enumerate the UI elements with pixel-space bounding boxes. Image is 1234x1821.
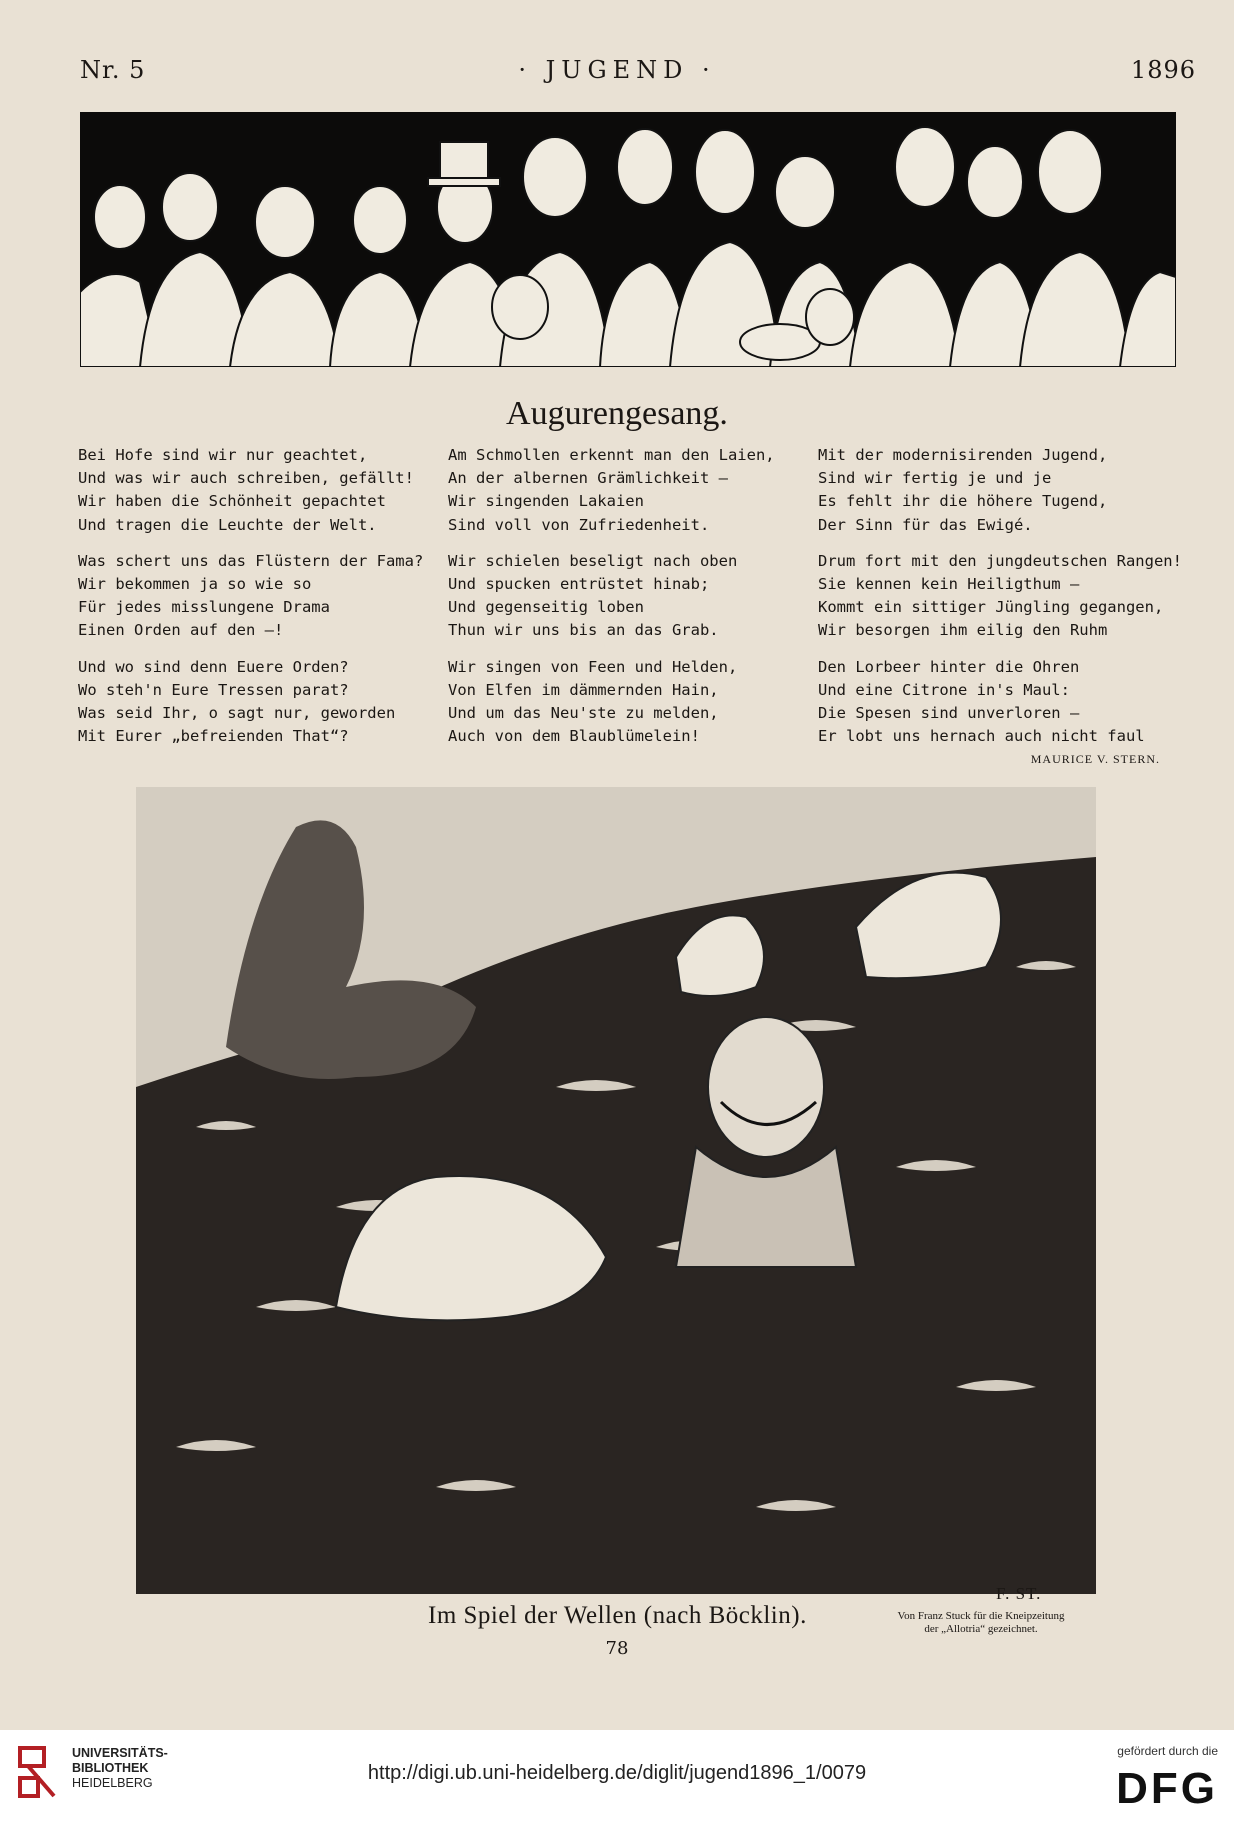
verse-line: Wir schielen beseligt nach oben [448,551,738,570]
credit-line: der „Allotria“ gezeichnet. [924,1623,1038,1635]
permalink-url[interactable]: http://digi.ub.uni-heidelberg.de/diglit/jugend1896_1/0079 [367,1762,867,1784]
verse-line: Mit Eurer „befreienden That“? [78,727,349,746]
issue-number: Nr. 5 [80,56,146,84]
verse-line: Und gegenseitig loben [448,598,644,617]
banner-illustration [80,112,1176,367]
institution-line: UNIVERSITÄTS- [72,1746,168,1760]
verse-line: Und um das Neu'ste zu melden, [448,704,719,723]
page-number: 78 [605,1638,629,1659]
stanza [448,550,818,643]
stanza [448,444,818,537]
verse-line: Auch von dem Blaublümelein! [448,727,700,746]
verse-line: Bei Hofe sind wir nur geachtet, [78,446,368,464]
verse-line: Für jedes misslungene Drama [78,598,330,617]
poem-column-1 [78,444,448,761]
artist-signature: F. ST. [996,1584,1042,1603]
dfg-logo: DFG [1116,1764,1218,1813]
verse-line: Einen Orden auf den —! [78,621,284,640]
poem-title: Augurengesang. [506,395,728,432]
verse-line: Den Lorbeer hinter die Ohren [818,657,1080,676]
verse-line: Es fehlt ihr die höhere Tugend, [818,492,1108,511]
verse-line: Wir singen von Feen und Helden, [448,657,738,676]
verse-line: Kommt ein sittiger Jüngling gegangen, [818,598,1164,617]
stanza [818,550,1188,643]
verse-line: Was schert uns das Flüstern der Fama? [78,551,424,570]
caricature-crowd-drawing [80,112,1176,367]
verse-line: Was seid Ihr, o sagt nur, geworden [78,704,396,723]
poem-author: MAURICE V. STERN. [1030,752,1160,766]
verse-line: Wir bekommen ja so wie so [78,575,312,594]
verse-line: Sind voll von Zufriedenheit. [448,515,710,534]
verse-line: Und was wir auch schreiben, gefällt! [78,469,414,488]
verse-line: Sind wir fertig je und je [818,469,1052,488]
verse-line: Thun wir uns bis an das Grab. [448,621,719,640]
verse-line: Drum fort mit den jungdeutschen Rangen! [818,551,1182,570]
verse-line: Und spucken entrüstet hinab; [448,575,710,594]
viewer-footer [0,1730,1234,1821]
stanza [78,550,448,643]
poem-column-2 [448,444,818,761]
verse-line: Und tragen die Leuchte der Welt. [78,515,377,534]
verse-line: Die Spesen sind unverloren — [818,704,1080,723]
illustration-caption: Im Spiel der Wellen (nach Böcklin). [428,1602,807,1629]
funding-note: gefördert durch die [1117,1744,1218,1758]
stanza [78,444,448,537]
verse-line: Von Elfen im dämmernden Hain, [448,680,719,699]
verse-line: Sie kennen kein Heiligthum — [818,575,1080,594]
verse-line: Wir besorgen ihm eilig den Ruhm [818,621,1108,640]
stanza [818,444,1188,537]
verse-line: Und eine Citrone in's Maul: [818,680,1070,699]
verse-line: Und wo sind denn Euere Orden? [78,657,349,676]
credit-line: Von Franz Stuck für die Kneipzeitung [897,1610,1065,1622]
verse-line: An der albernen Grämlichkeit — [448,469,728,488]
poem-column-3 [818,444,1188,761]
verse-line: Der Sinn für das Ewigé. [818,515,1033,534]
verse-line: Wir singenden Lakaien [448,492,644,511]
stanza [818,656,1188,749]
verse-line: Wir haben die Schönheit gepachtet [78,492,386,511]
waves-illustration [136,787,1096,1594]
illustration-credit [856,1610,1106,1636]
stanza [448,656,818,749]
institution-line: HEIDELBERG [72,1776,153,1790]
stanza [78,656,448,749]
verse-line: Am Schmollen erkennt man den Laien, [448,446,775,464]
sea-scene-drawing [136,787,1096,1594]
verse-line: Mit der modernisirenden Jugend, [818,446,1108,464]
verse-line: Wo steh'n Eure Tressen parat? [78,680,349,699]
year: 1896 [1130,56,1196,84]
verse-line: Er lobt uns hernach auch nicht faul [818,727,1145,746]
institution-line: BIBLIOTHEK [72,1761,149,1775]
magazine-title: · JUGEND · [518,56,716,84]
